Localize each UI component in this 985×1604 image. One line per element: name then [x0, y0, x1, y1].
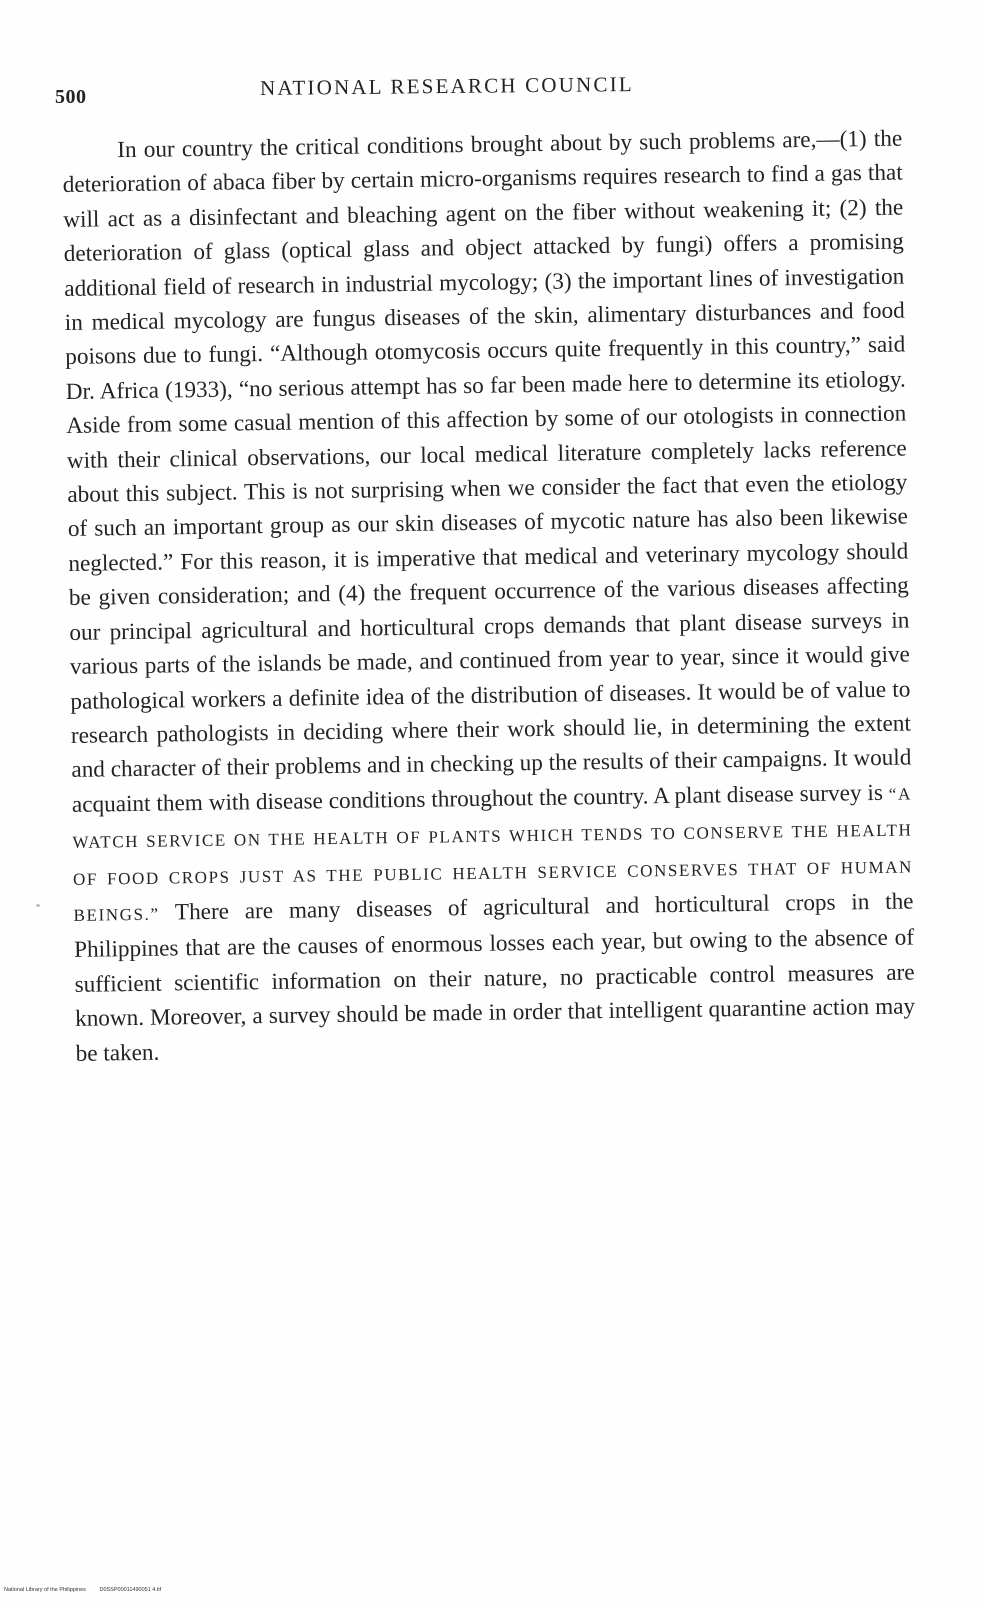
page-number: 500	[55, 86, 87, 108]
library-credit: National Library of the Philippines	[4, 1587, 86, 1593]
scan-footer	[4, 1587, 173, 1593]
small-caps-quotation: “A WATCH SERVICE ON THE HEALTH OF PLANTS WHICH TENDS TO CONSERVE THE HEALTH OF FOOD CROPS JUST AS THE PUBLIC HEALTH SERVICE CONSERVES THAT OF HUMAN BEINGS.”	[72, 784, 914, 925]
scan-file-code: D0SSP00011490051 4.tif	[99, 1587, 162, 1593]
running-head: NATIONAL RESEARCH COUNCIL	[259, 72, 635, 100]
paragraph-text-part-1: In our country the critical conditions brought about by such problems are,—(1) the deterioration of abaca fiber by certain micro-organisms requires research to find a gas that will act as a disinfectant and bleaching agent on the fiber without weakening it; (2) the deterioration of glass (optical glass and object attacked by fungi) offers a promising additional field of research in industrial mycology; (3) the important lines of investigation in medical mycology are fungus diseases of the skin, alimentary disturbances and food poisons due to fungi. “Although otomycosis occurs quite frequently in this country,” said Dr. Africa (1933), “no serious attempt has so far been made here to determine its etiology. Aside from some casual mention of this affection by some of our otologists in connection with their clinical observations, our local medical literature completely lacks reference about this subject. This is not surprising when we consider the fact that even the etiology of such an important group as our skin diseases of mycotic nature has also been likewise neglected.” For this reason, it is imperative that medical and veterinary mycology should be given consideration; and (4) the frequent occurrence of the various diseases affecting our principal agricultural and horticultural crops demands that plant disease surveys in various parts of the islands be made, and continued from year to year, since it would give pathological workers a definite idea of the distribution of diseases. It would be of value to research pathologists in deciding where their work should lie, in determining the extent and character of their problems and in checking up the results of their campaigns. It would acquaint them with disease conditions throughout the country. A plant disease survey is	[62, 125, 912, 818]
body-paragraph	[62, 122, 916, 1071]
paragraph-text-part-2: There are many diseases of agricultural and horticultural crops in the Philippines that are the causes of enormous losses each year, but owing to the absence of sufficient scientific information on their nature, no practicable control measures are known. Moreover, a survey should be made in order that intelligent quarantine action may be taken.	[73, 888, 916, 1067]
page-header	[55, 72, 915, 112]
scan-speck	[36, 904, 40, 907]
